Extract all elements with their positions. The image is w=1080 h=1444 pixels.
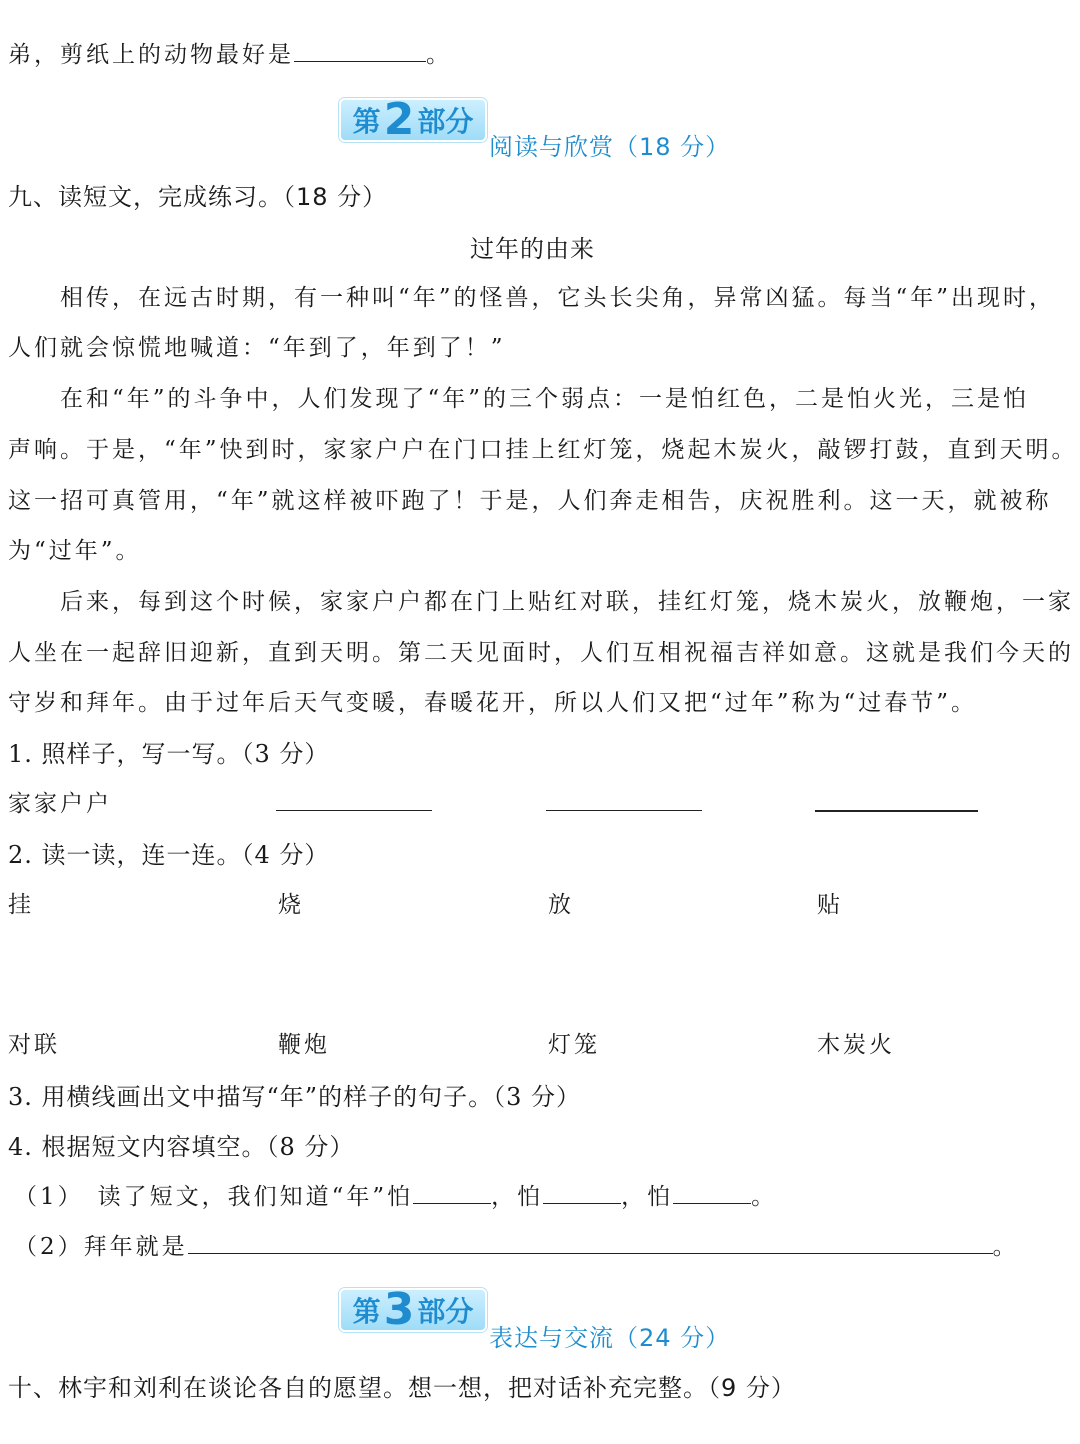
- answer-line-2[interactable]: [546, 810, 702, 811]
- question-9-heading: 九、读短文，完成练习。（18 分）: [8, 183, 388, 211]
- sub-question-1-heading: 1. 照样子，写一写。（3 分）: [8, 740, 330, 768]
- sub-question-3-heading: 3. 用横线画出文中描写“年”的样子的句子。（3 分）: [8, 1083, 581, 1111]
- verb-item[interactable]: 放: [548, 892, 574, 918]
- article-line: 守岁和拜年。由于过年后天气变暖，春暖花开，所以人们又把“过年”称为“过春节”。: [8, 690, 978, 716]
- article-line: 在和“年”的斗争中，人们发现了“年”的三个弱点：一是怕红色，二是怕火光，三是怕: [60, 386, 1030, 412]
- article-line: 人坐在一起辞旧迎新，直到天明。第二天见面时，人们互相祝福吉祥如意。这就是我们今天的: [8, 640, 1074, 666]
- answer-blank[interactable]: [188, 1252, 993, 1254]
- sub-question-4-heading: 4. 根据短文内容填空。（8 分）: [8, 1133, 355, 1161]
- fill-item-2: （2）拜年就是 。: [14, 1234, 1019, 1260]
- fill-item-1: （1） 读了短文，我们知道“年”怕 ，怕 ，怕 。: [14, 1184, 778, 1210]
- article-title: 过年的由来: [470, 235, 595, 263]
- noun-item[interactable]: 对联: [8, 1032, 60, 1058]
- answer-blank[interactable]: [673, 1202, 751, 1204]
- article-line: 后来，每到这个时候，家家户户都在门上贴红对联，挂红灯笼，烧木炭火，放鞭炮，一家: [60, 589, 1074, 615]
- answer-line-1[interactable]: [276, 810, 432, 811]
- top-line: 弟，剪纸上的动物最好是 。: [8, 42, 452, 68]
- noun-item[interactable]: 鞭炮: [278, 1032, 330, 1058]
- verb-item[interactable]: 挂: [8, 892, 34, 918]
- noun-item[interactable]: 灯笼: [548, 1032, 600, 1058]
- section-3-title: 表达与交流（24 分）: [489, 1324, 731, 1352]
- answer-blank[interactable]: [413, 1202, 491, 1204]
- example-word: 家家户户: [8, 791, 112, 817]
- verb-item[interactable]: 贴: [817, 892, 843, 918]
- answer-blank[interactable]: [543, 1202, 621, 1204]
- article-line: 人们就会惊慌地喊道：“年到了，年到了！”: [8, 335, 506, 361]
- sub-question-2-heading: 2. 读一读，连一连。（4 分）: [8, 841, 330, 869]
- noun-item[interactable]: 木炭火: [817, 1032, 895, 1058]
- answer-blank[interactable]: [294, 60, 426, 62]
- verb-item[interactable]: 烧: [278, 892, 304, 918]
- article-line: 相传，在远古时期，有一种叫“年”的怪兽，它头长尖角，异常凶猛。每当“年”出现时，: [60, 285, 1056, 311]
- section-2-title: 阅读与欣赏（18 分）: [489, 133, 731, 161]
- section-2-badge: 第 2 部分: [339, 98, 487, 142]
- answer-line-3[interactable]: [815, 810, 978, 812]
- article-line: 这一招可真管用，“年”就这样被吓跑了！于是，人们奔走相告，庆祝胜利。这一天，就被称: [8, 488, 1052, 514]
- section-3-badge: 第 3 部分: [339, 1288, 487, 1332]
- article-line: 声响。于是，“年”快到时，家家户户在门口挂上红灯笼，烧起木炭火，敲锣打鼓，直到天明。: [8, 437, 1078, 463]
- article-line: 为“过年”。: [8, 538, 142, 564]
- question-10-heading: 十、林宇和刘利在谈论各自的愿望。想一想，把对话补充完整。（9 分）: [8, 1374, 796, 1402]
